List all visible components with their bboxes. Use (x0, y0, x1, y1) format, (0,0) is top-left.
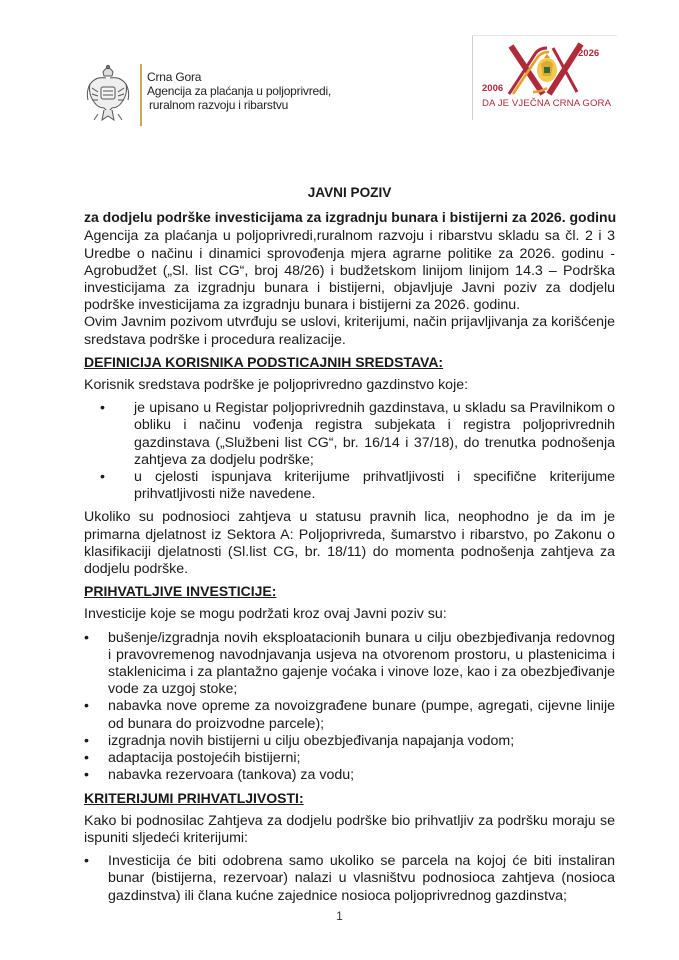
section-heading-eligible-investments: PRIHVATLJIVE INVESTICIJE: (84, 583, 277, 600)
agency-logo (84, 62, 364, 130)
anniversary-caption: DA JE VJEČNA CRNA GORA (482, 98, 612, 109)
coat-of-arms-icon (84, 62, 132, 124)
country-name: Crna Gora (147, 70, 202, 84)
list-item: • nabavka nove opreme za novoizgrađene bunare (pumpe, agregati, cijevne linije od bunara do proizvodne parcele); (84, 698, 615, 732)
document-title: JAVNI POZIV (307, 185, 392, 200)
beneficiary-criteria-list (84, 400, 615, 503)
page-number: 1 (336, 909, 343, 923)
legal-entity-paragraph: Ukoliko su podnosioci zahtjeva u statusu pravnih lica, neophodno je da im je primarna djelatnost iz Sektora A: Poljoprivreda, šumarstvo i ribarstvo, po Zakonu o klasifikaciji djelatnosti (Sl.list CG, br. 18/11) do momenta podnošenja zahtjeva za dodjelu podrške. (84, 509, 615, 578)
anniversary-logo (472, 35, 617, 120)
document-subtitle: za dodjelu podrške investicijama za izgradnju bunara i bistijerni za 2026. godinu (84, 209, 617, 226)
eligible-investments-list (84, 630, 615, 785)
agency-name-line-2: ruralnom razvoju i ribarstvu (149, 98, 289, 112)
list-item: • Investicija će biti odobrena samo ukoliko se parcela na kojoj će biti instaliran bunar (bistijerna, rezervoar) nalazi u vlasništvu podnosioca zahtjeva (nosioca gazdinstva) ili člana kućne zajednice nosioca poljoprivrednog gazdinstva; (84, 853, 615, 904)
bullet-icon: • (100, 469, 105, 486)
section-heading-beneficiary-definition: DEFINICIJA KORISNIKA PODSTICAJNIH SREDSTAVA: (84, 353, 444, 370)
anniversary-end-year: 2026 (578, 48, 600, 59)
agency-name-line-1: Agencija za plaćanja u poljoprivredi, (147, 84, 332, 98)
list-item: • adaptacija postojećih bistijerni; (84, 750, 301, 767)
section-heading-eligibility-criteria: KRITERIJUMI PRIHVATLJIVOSTI: (84, 789, 304, 806)
section-lead: Investicije koje se mogu podržati kroz ovaj Javni poziv su: (84, 606, 447, 623)
intro-paragraph-scope: Ovim Javnim pozivom utvrđuju se uslovi, kriterijumi, način prijavljivanja za korišćenje sredstava podrške i procedura realizacije. (84, 314, 615, 348)
document-body (84, 184, 615, 905)
agency-name (147, 70, 331, 112)
list-item: • bušenje/izgradnja novih eksploatacionih bunara u cilju obezbjeđivanja redovnog i pravovremenog navodnjavanja usjeva na otvorenom prostoru, u plastenicima i staklenicima i za plantažno gajenje voćaka i vinove loze, kao i za obezbjeđivanje vode za uzgoj stoke; (84, 629, 615, 698)
section-lead: Kako bi podnosilac Zahtjeva za dodjelu podrške bio prihvatljiv za podršku moraju se ispuniti sljedeći kriterijumi: (84, 812, 615, 846)
list-item: • u cjelosti ispunjava kriterijume prihvatljivosti i specifične kriterijume prihvatljivosti niže navedene. (100, 469, 615, 503)
list-item: • je upisano u Registar poljoprivrednih gazdinstava, u skladu sa Pravilnikom o obliku i načinu vođenja registra subjekata i registra poljoprivrednih gazdinstava („Službeni list CG“, br. 16/14 i 37/18), do trenutka podnošenja zahtjeva za dodjelu podrške; (100, 400, 615, 468)
bullet-icon: • (84, 629, 89, 646)
logo-divider (140, 64, 142, 126)
bullet-icon: • (84, 698, 89, 715)
section-lead: Korisnik sredstava podrške je poljoprivredno gazdinstvo koje: (84, 377, 469, 394)
bullet-icon: • (84, 732, 89, 749)
bullet-icon: • (84, 853, 89, 870)
list-item: • izgradnja novih bistijerni u cilju obezbjeđivanja napajanja vodom; (84, 732, 515, 749)
bullet-icon: • (84, 767, 89, 784)
list-item: • nabavka rezervoara (tankova) za vodu; (84, 767, 355, 784)
bullet-icon: • (100, 400, 105, 417)
bullet-icon: • (84, 750, 89, 767)
anniversary-start-year: 2006 (482, 83, 504, 94)
eligibility-criteria-list (84, 853, 615, 905)
intro-paragraph: Agencija za plaćanja u poljoprivredi,ruralnom razvoju i ribarstvu skladu sa čl. 2 i 3 Uredbe o načinu i dinamici sprovođenja mjera agrarne politike za 2026. godinu - Agrobudžet („Sl. list CG“, broj 48/26) i budžetskom linijom linijom 14.3 – Podrška investicijama za izgradnju bunara i bistijerni, objavljuje Javni poziv za dodjelu podrške investicijama za izgradnju bunara i bistijerni za 2026. godinu. (84, 228, 615, 314)
